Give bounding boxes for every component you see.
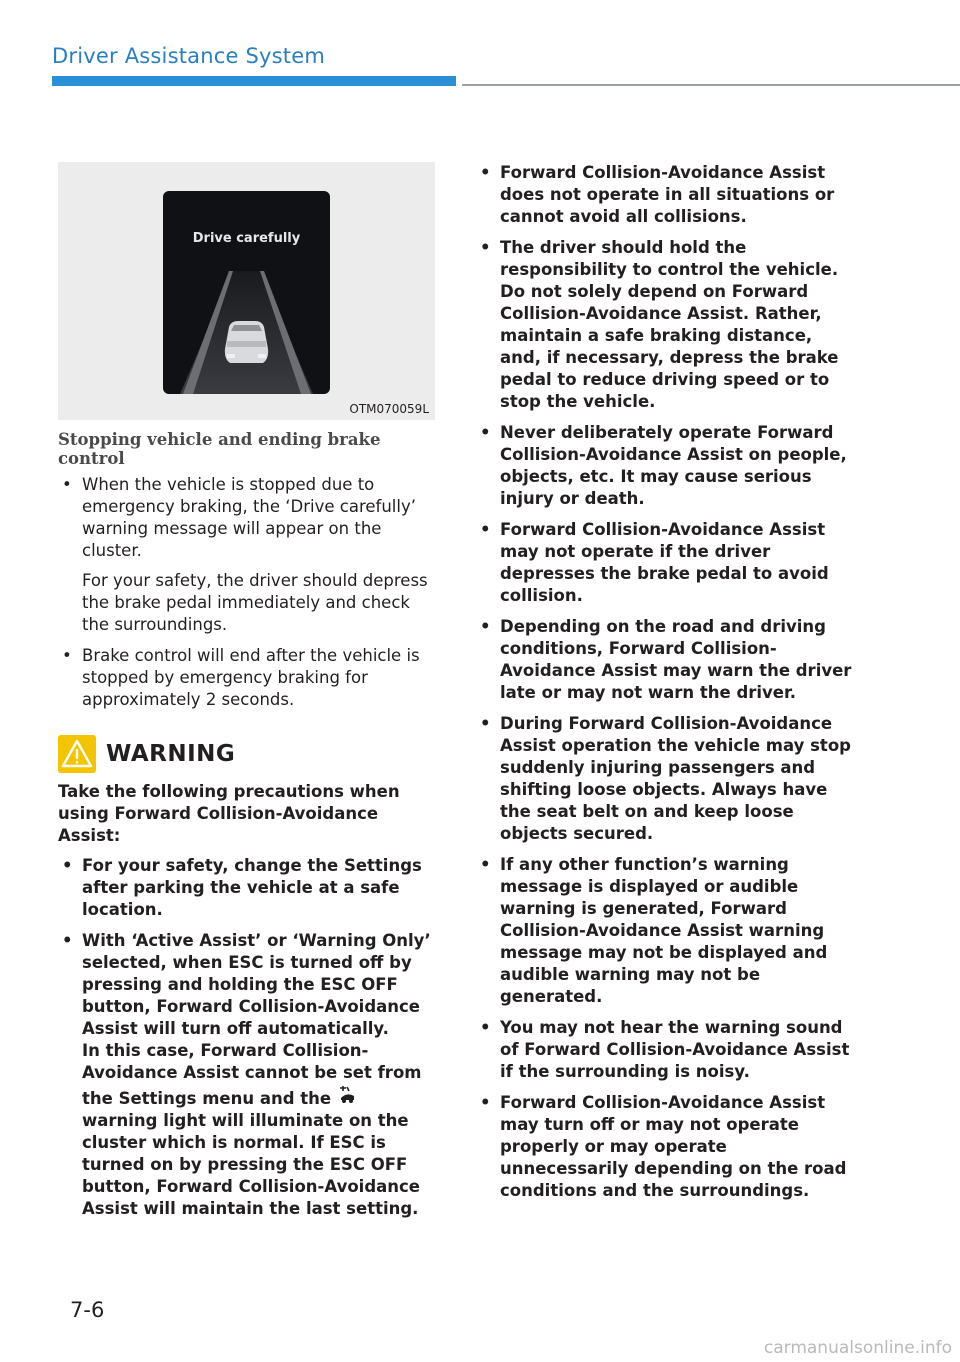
fca-warning-light-icon: [337, 1084, 357, 1106]
list-item: [58, 930, 438, 1220]
list-item: [58, 474, 438, 636]
header-divider: [462, 84, 960, 86]
list-item: • Forward Collision-Avoidance Assist may not operate if the driver depresses the brake pedal to avoid collision.: [476, 519, 856, 607]
road-car-illustration: [163, 191, 330, 394]
left-column: [58, 430, 438, 1229]
stopping-bullet-list: [58, 474, 438, 711]
warning-intro: Take the following precautions when using Forward Collision-Avoidance Assist:: [58, 782, 400, 845]
list-item: [58, 855, 438, 921]
page-number: 7-6: [70, 1298, 105, 1322]
bullet-text: With ‘Active Assist’ or ‘Warning Only’ selected, when ESC is turned off by pressing and holding the ESC OFF button, Forward Collision-Avoidance Assist will turn off automatically.: [82, 931, 431, 1038]
bullet-continuation: [82, 1040, 438, 1220]
header-accent-bar: [52, 76, 456, 86]
screen-message: Drive carefully: [192, 231, 301, 246]
cluster-screen: [163, 191, 330, 394]
list-item: • If any other function’s warning message is displayed or audible warning is generated, Forward Collision-Avoidance Assist warning message may not be displayed and audible warning may not be generated.: [476, 854, 856, 1008]
figure-code: OTM070059L: [349, 402, 429, 416]
bullet-text-before-icon: In this case, Forward Collision-Avoidance Assist cannot be set from the Settings menu and the: [82, 1041, 422, 1108]
precautions-bullet-list: [476, 162, 856, 1202]
section-title: Driver Assistance System: [52, 44, 325, 68]
right-column: [476, 162, 856, 1211]
warning-triangle-icon: [58, 735, 96, 773]
list-item: • Forward Collision-Avoidance Assist does not operate in all situations or cannot avoid all collisions.: [476, 162, 856, 228]
watermark: carmanualsonline.info: [763, 1338, 952, 1358]
bullet-text: When the vehicle is stopped due to emergency braking, the ‘Drive carefully’ warning message will appear on the cluster.: [82, 475, 416, 560]
cluster-figure: [58, 162, 435, 420]
subheading: Stopping vehicle and ending brake control: [58, 430, 381, 468]
warning-header: [58, 735, 438, 773]
bullet-text: Brake control will end after the vehicle is stopped by emergency braking for approximately 2 seconds.: [82, 646, 420, 709]
warning-bullet-list: [58, 855, 438, 1220]
list-item: • Never deliberately operate Forward Collision-Avoidance Assist on people, objects, etc. It may cause serious injury or death.: [476, 422, 856, 510]
list-item: • The driver should hold the responsibility to control the vehicle. Do not solely depend on Forward Collision-Avoidance Assist. Rather, maintain a safe braking distance, and, if necessary, depress the brake pedal to reduce driving speed or to stop the vehicle.: [476, 237, 856, 413]
bullet-text: For your safety, change the Settings after parking the vehicle at a safe location.: [82, 856, 422, 919]
bullet-text-after-icon: warning light will illuminate on the cluster which is normal. If ESC is turned on by pressing the ESC OFF button, Forward Collision-Avoidance Assist will maintain the last setting.: [82, 1111, 420, 1218]
list-item: [58, 645, 438, 711]
list-item: • During Forward Collision-Avoidance Assist operation the vehicle may stop suddenly injuring passengers and shifting loose objects. Always have the seat belt on and keep loose objects secured.: [476, 713, 856, 845]
warning-title: WARNING: [106, 741, 236, 767]
list-item: • Forward Collision-Avoidance Assist may turn off or may not operate properly or may operate unnecessarily depending on the road conditions and the surroundings.: [476, 1092, 856, 1202]
bullet-continuation: For your safety, the driver should depress the brake pedal immediately and check the surroundings.: [82, 571, 428, 634]
list-item: • You may not hear the warning sound of Forward Collision-Avoidance Assist if the surrounding is noisy.: [476, 1017, 856, 1083]
list-item: • Depending on the road and driving conditions, Forward Collision-Avoidance Assist may warn the driver late or may not warn the driver.: [476, 616, 856, 704]
